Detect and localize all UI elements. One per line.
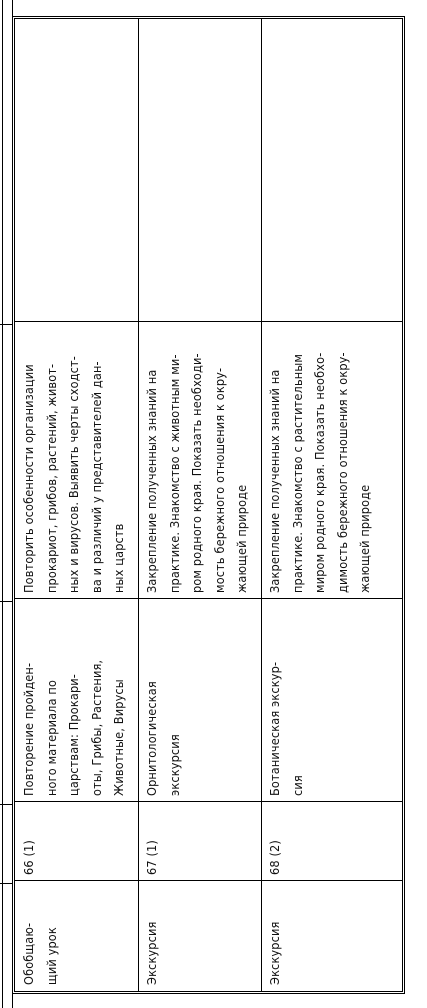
table-row bbox=[15, 881, 138, 991]
lesson-goal bbox=[138, 322, 261, 599]
lesson-topic-text: Орнитологическая экскурсия bbox=[144, 681, 182, 796]
lesson-goal-text: Закрепление полученных знаний на практике. Знакомство с животным ми- ром родного края. Показать необходи- мость бережного отношения к окру- жающей природе bbox=[144, 353, 249, 593]
lesson-goal bbox=[261, 322, 402, 599]
margin-tick bbox=[0, 883, 12, 884]
lesson-table bbox=[12, 16, 405, 994]
lesson-number bbox=[138, 802, 261, 881]
lesson-topic bbox=[261, 599, 402, 802]
lesson-goal-text: Повторить особенности организации прокариот, грибов, растений, живот- ных и вирусов. Выявить черты сходст- ва и различий у представителей дан- ных царств bbox=[21, 355, 126, 593]
margin-tick bbox=[0, 324, 12, 325]
lesson-number-text: 68 (2) bbox=[267, 840, 282, 875]
table-row bbox=[261, 881, 402, 991]
lesson-type: Экскурсия bbox=[144, 921, 159, 985]
lesson-number bbox=[15, 802, 138, 881]
margin-tick bbox=[0, 804, 12, 805]
margin-tick bbox=[0, 601, 12, 602]
lesson-topic bbox=[15, 599, 138, 802]
lesson-goal bbox=[15, 322, 138, 599]
lesson-number-text: 67 (1) bbox=[144, 840, 159, 875]
lesson-number bbox=[261, 802, 402, 881]
margin-strip-line bbox=[2, 0, 3, 1008]
lesson-topic bbox=[138, 599, 261, 802]
lesson-topic-text: Повторение пройден- ного материала по царствам: Прокари- оты, Грибы, Растения, Животные, Вирусы bbox=[21, 659, 126, 796]
lesson-type: Обобщаю- щий урок bbox=[21, 922, 59, 985]
lesson-goal-text: Закрепление полученных знаний на практике. Знакомство с растительным миром родного края. Показать необхо- димость бережного отношения к окру- жающей природе bbox=[267, 352, 372, 593]
lesson-type: Экскурсия bbox=[267, 921, 282, 985]
lesson-number-text: 66 (1) bbox=[21, 840, 36, 875]
table-row bbox=[138, 881, 261, 991]
lesson-topic-text: Ботаническая экскур- сия bbox=[267, 661, 305, 796]
